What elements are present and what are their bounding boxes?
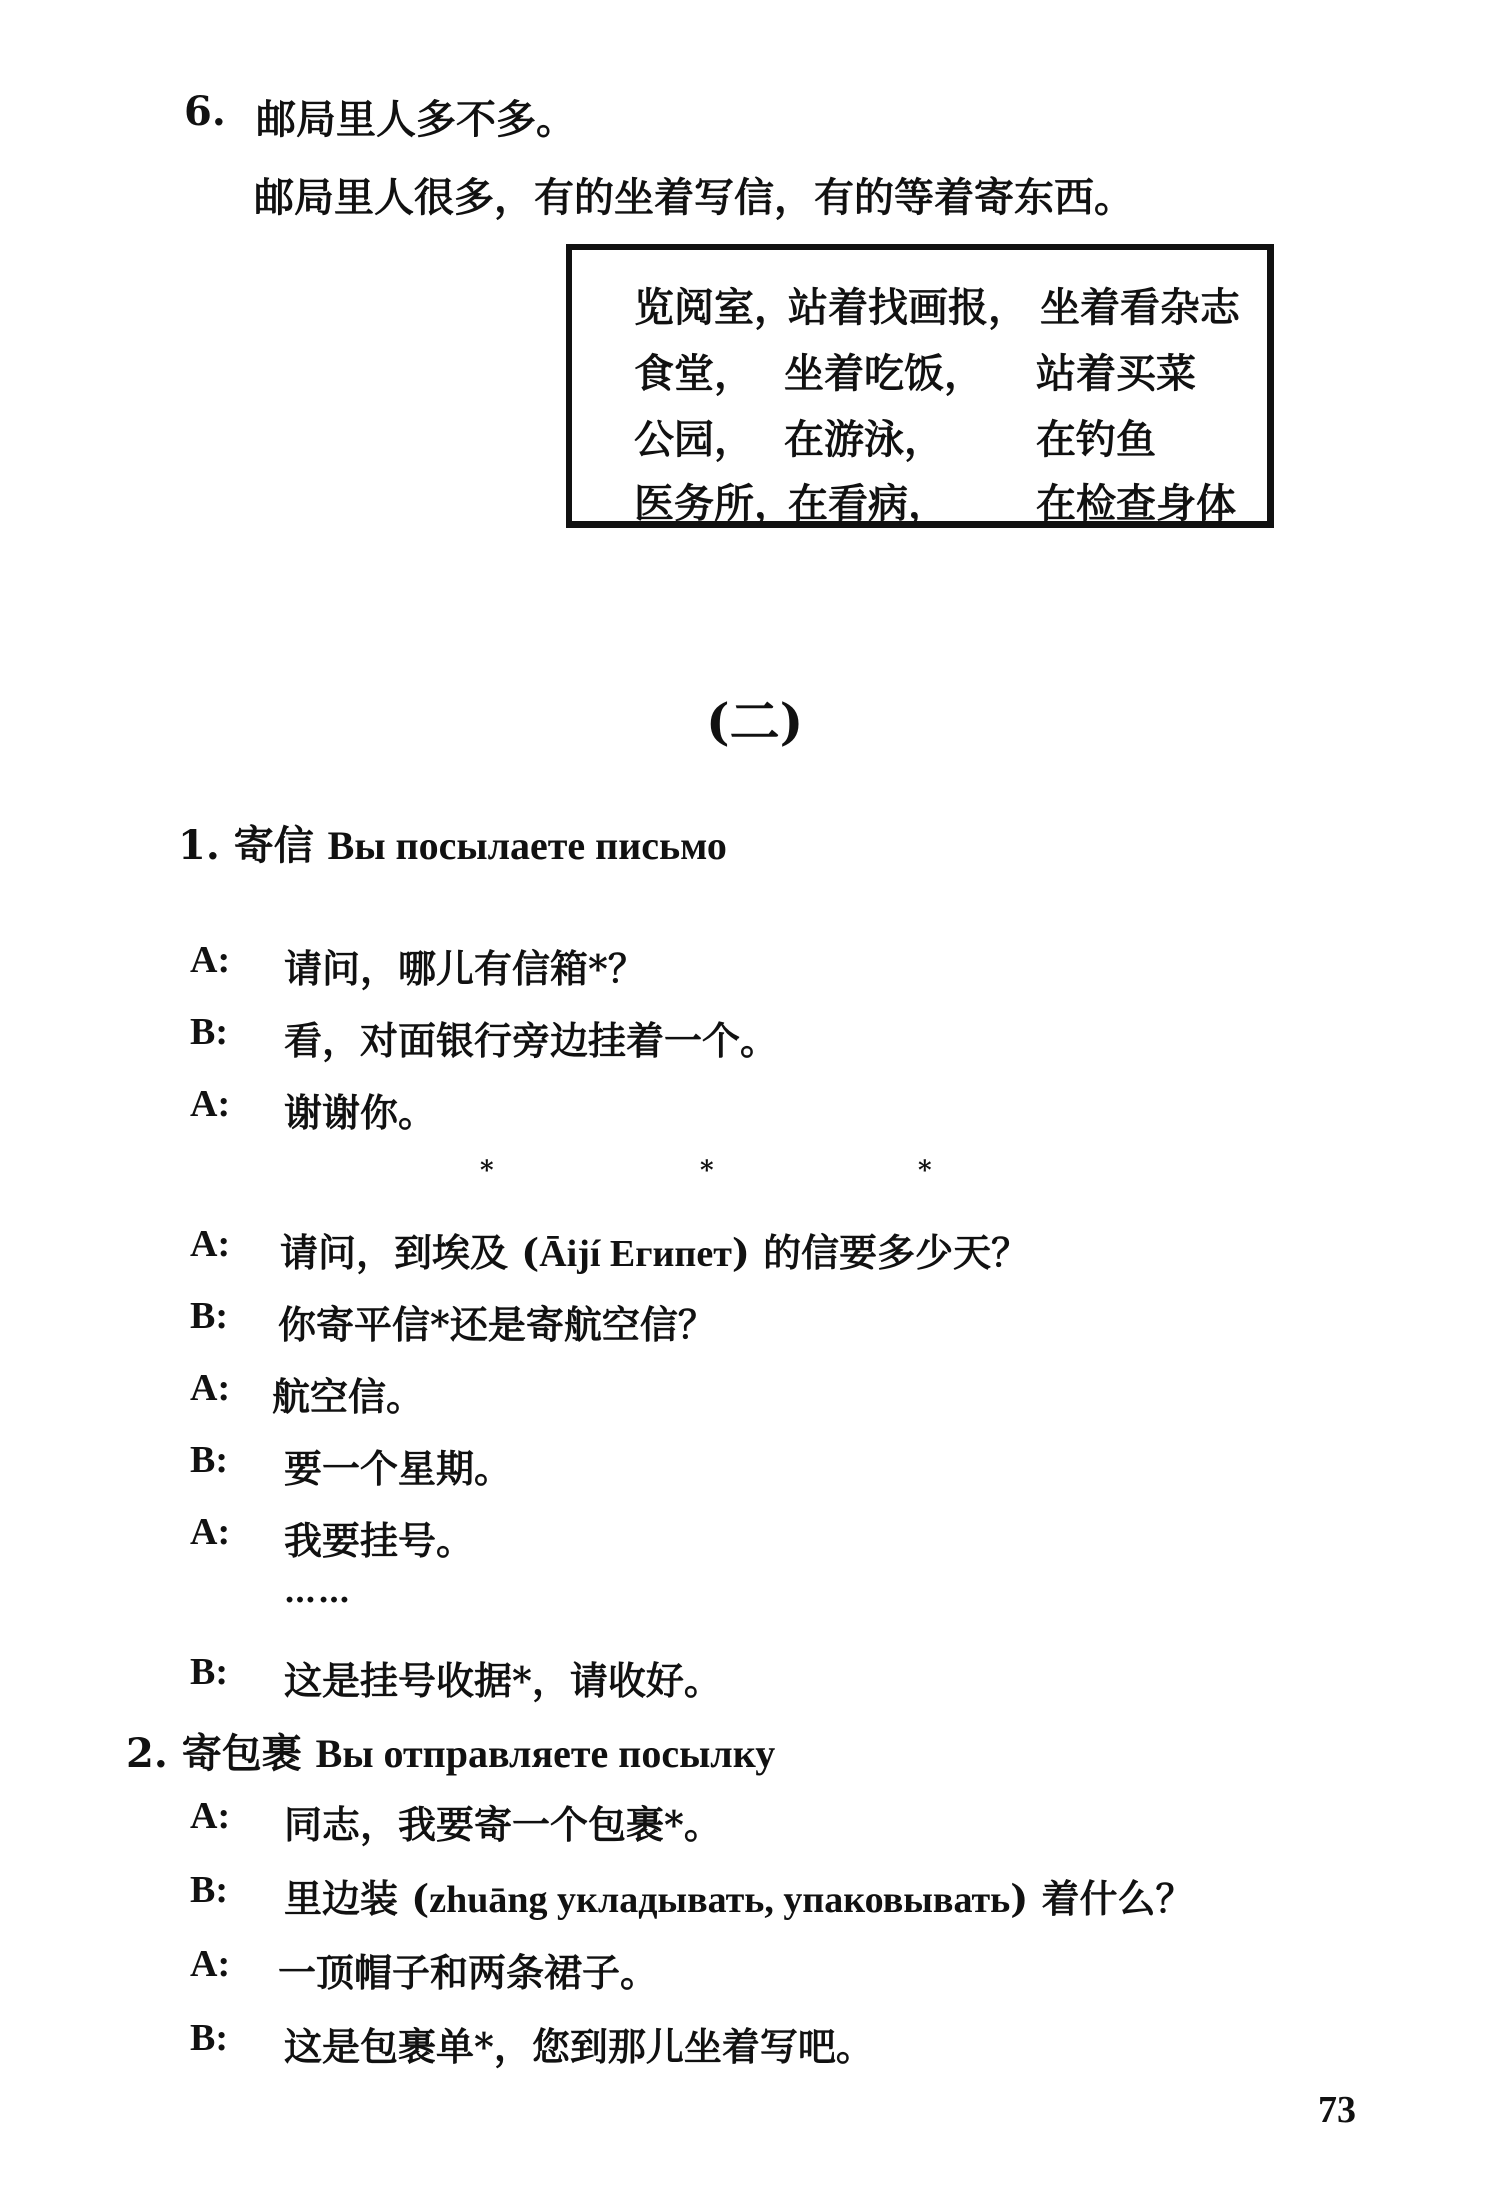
line-text: ) 着什么？ (1010, 1876, 1194, 1921)
table-cell: 站着买菜 (1036, 350, 1196, 397)
dialogue-line (284, 2016, 874, 2071)
dialogue-line: 看，对面银行旁边挂着一个。 (284, 1018, 779, 1063)
speaker-label: B: (190, 2017, 228, 2059)
speaker-label: B: (190, 1011, 228, 1053)
table-cell: 医务所， (634, 480, 794, 527)
speaker-label: A: (190, 1083, 231, 1125)
dialogue-line: 请问，哪儿有信箱*？ (284, 946, 646, 991)
speaker-label: A: (190, 1223, 231, 1265)
item-question: 邮局里人多不多。 (256, 96, 576, 143)
dialogue1-heading (178, 814, 727, 871)
dialogue-line (284, 1794, 722, 1849)
table-cell: 坐着吃饭， (784, 350, 984, 397)
table-cell: 坐着看杂志 (1040, 284, 1240, 331)
speaker-label: B: (190, 1651, 228, 1693)
dialogue1-title-ru: Вы посылаете письмо (327, 823, 727, 868)
table-cell: 食堂， (634, 350, 754, 397)
ellipsis: …… (284, 1572, 352, 1610)
separator-star: * (918, 1156, 932, 1186)
line-text: 里边装 ( (284, 1876, 430, 1921)
speaker-label: A: (190, 1511, 231, 1553)
dialogue2-title-cn: 寄包裹 (181, 1730, 302, 1777)
line-text: 一顶帽子和两条裙子。 (278, 1950, 659, 1995)
speaker-label: B: (190, 1439, 228, 1481)
table-cell: 在看病， (788, 480, 948, 527)
line-text: 同志，我要寄一个包裹*。 (284, 1802, 722, 1847)
dialogue-line (278, 1942, 658, 1997)
dialogue-line: 要一个星期。 (284, 1446, 513, 1491)
table-cell: 公园， (634, 416, 754, 463)
dialogue1-number: 1. (178, 822, 220, 869)
dialogue-line: 谢谢你。 (284, 1090, 437, 1135)
item-number: 6. (184, 88, 226, 135)
table-cell: 览阅室， (634, 284, 794, 331)
dialogue-line (280, 1222, 1029, 1277)
separator-star: * (700, 1156, 714, 1186)
dialogue-line (284, 1868, 1193, 1923)
dialogue1-title-cn: 寄信 (233, 822, 314, 869)
speaker-label: B: (190, 1869, 228, 1911)
table-cell: 在钓鱼 (1036, 416, 1156, 463)
dialogue2-number: 2. (126, 1730, 168, 1777)
dialogue2-title-ru: Вы отправляете посылку (315, 1731, 776, 1776)
speaker-label: B: (190, 1295, 228, 1337)
dialogue-line: 你寄平信*还是寄航空信？ (278, 1302, 716, 1347)
speaker-label: A: (190, 1367, 231, 1409)
dialogue-line: 我要挂号。 (284, 1518, 475, 1563)
table-cell: 在游泳， (784, 416, 944, 463)
dialogue2-heading (126, 1722, 775, 1779)
substitution-table (566, 244, 1274, 528)
speaker-label: A: (190, 1795, 231, 1837)
section-title: (二) (706, 692, 804, 751)
table-cell: 在检查身体 (1036, 480, 1236, 527)
item-answer: 邮局里人很多，有的坐着写信，有的等着寄东西。 (254, 174, 1134, 221)
line-text: ) 的信要多少天？ (731, 1230, 1030, 1275)
page-number: 73 (1318, 2089, 1356, 2131)
line-text: 请问，到埃及 ( (280, 1230, 540, 1275)
line-gloss: zhuāng укладывать, упаковывать (429, 1879, 1011, 1921)
line-gloss: Āijí Египет (539, 1233, 732, 1275)
table-cell: 站着找画报， (788, 284, 1028, 331)
speaker-label: A: (190, 1943, 231, 1985)
line-text: 这是包裹单*，您到那儿坐着写吧。 (284, 2024, 874, 2069)
dialogue-line: 这是挂号收据*，请收好。 (284, 1658, 722, 1703)
dialogue-line: 航空信。 (272, 1374, 425, 1419)
separator-star: * (480, 1156, 494, 1186)
speaker-label: A: (190, 939, 231, 981)
